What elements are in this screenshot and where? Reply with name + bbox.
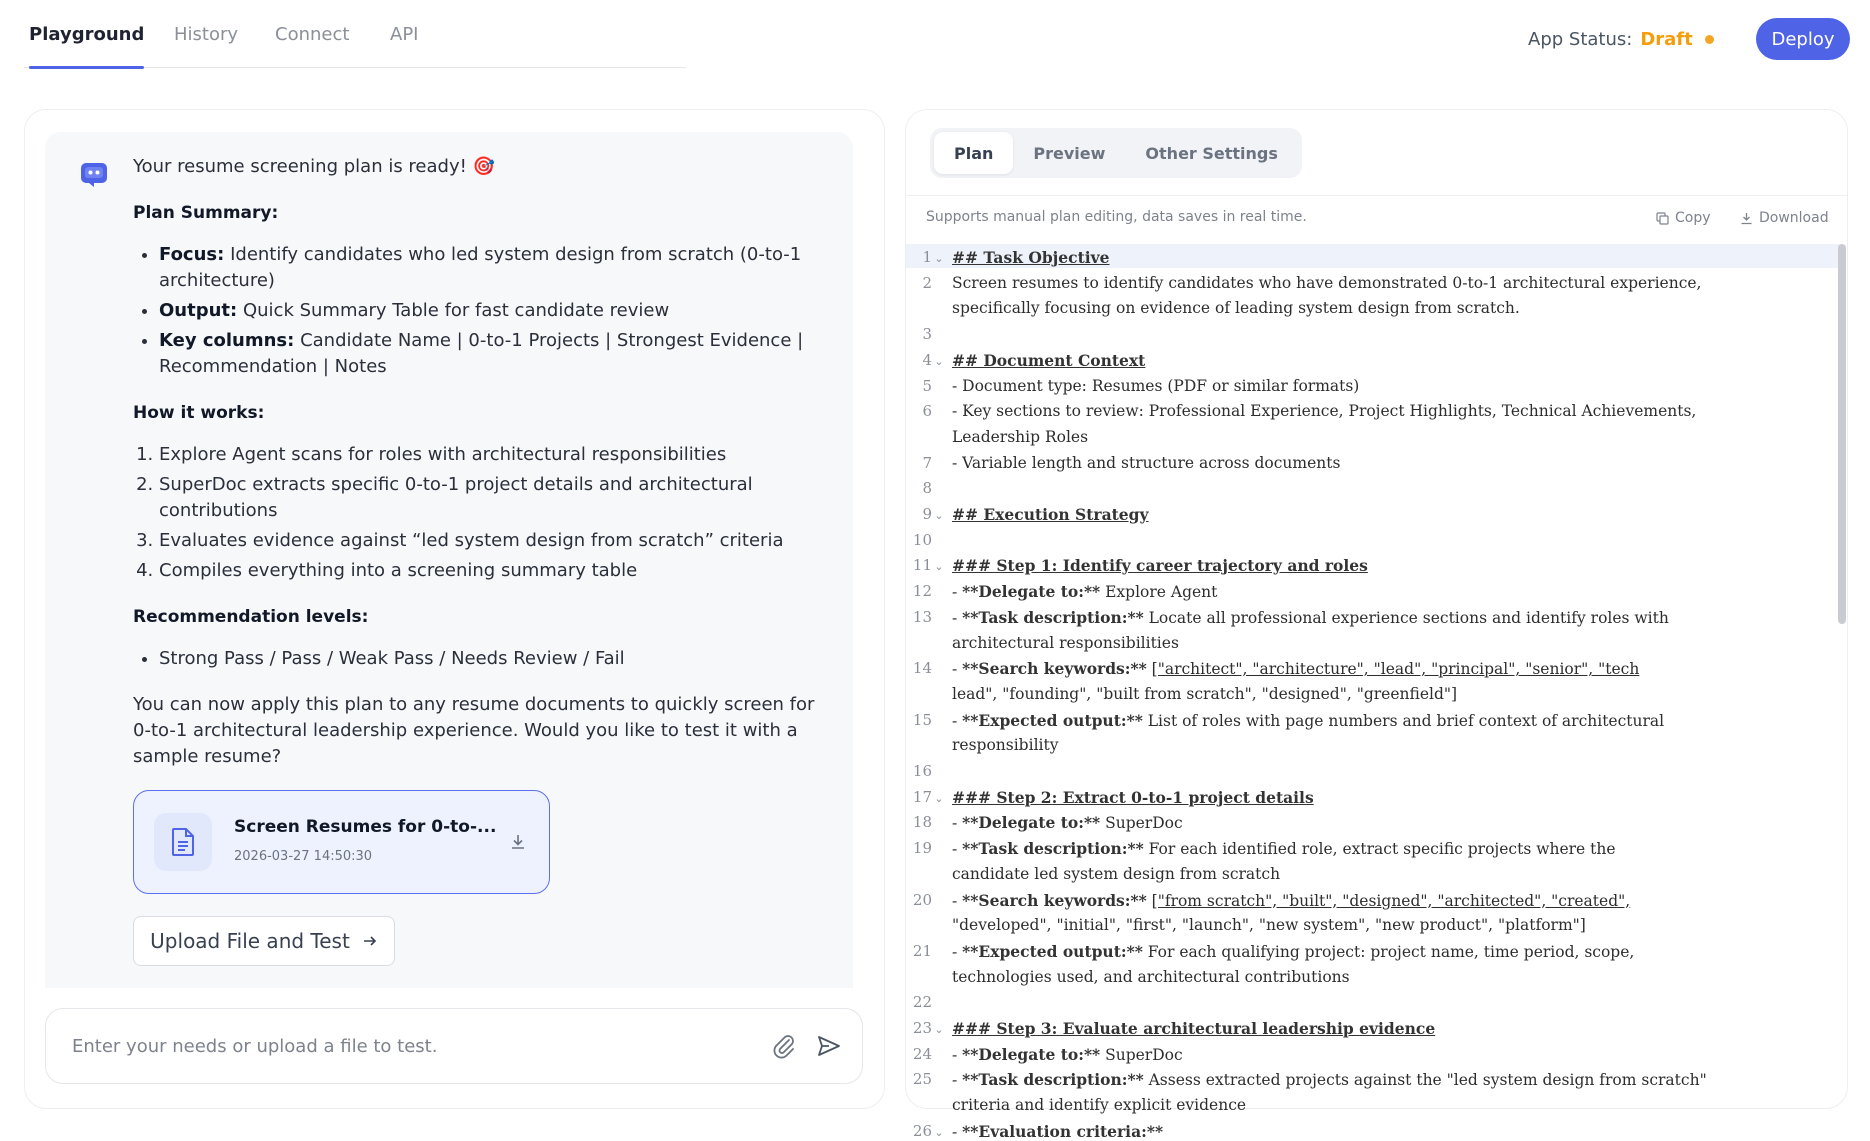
- plan-summary-list: [159, 242, 828, 380]
- divider: [906, 195, 1847, 196]
- code-line: [906, 531, 946, 549]
- recommendation-levels-heading: Recommendation levels:: [133, 607, 369, 627]
- editor-scrollbar[interactable]: [1838, 244, 1846, 624]
- fold-chevron-icon[interactable]: ⌄: [934, 252, 944, 265]
- recommendation-levels-list: [159, 646, 828, 672]
- tab-playground[interactable]: Playground: [29, 0, 144, 68]
- code-text: - **Search keywords:** ["architect", "architecture", "lead", "principal", "senior", "tech: [952, 659, 1640, 679]
- top-tabs: [24, 0, 686, 68]
- code-text: ### Step 1: Identify career trajectory and roles: [952, 556, 1368, 576]
- code-text: Screen resumes to identify candidates who have demonstrated 0-to-1 architectural experience,: [952, 273, 1702, 292]
- line-number: 24: [912, 1044, 932, 1063]
- line-number: 2: [922, 273, 932, 292]
- line-number: 10: [912, 530, 932, 549]
- code-text: - Document type: Resumes (PDF or similar formats): [952, 376, 1360, 395]
- list-item: • Focus: Identify candidates who led system design from scratch (0-to-1 architecture): [159, 242, 828, 294]
- line-number: 1: [922, 248, 932, 266]
- fold-spacer: [932, 454, 946, 472]
- line-number: 12: [912, 582, 932, 601]
- code-text: specifically focusing on evidence of leading system design from scratch.: [952, 299, 1520, 318]
- code-line: [906, 1070, 1707, 1090]
- line-number: 16: [912, 762, 932, 780]
- code-text: - Key sections to review: Professional Experience, Project Highlights, Technical Achievements,: [952, 402, 1697, 421]
- fold-spacer: [932, 402, 946, 420]
- tab-history[interactable]: History: [174, 23, 239, 45]
- fold-spacer: [932, 274, 946, 292]
- line-number: 22: [912, 993, 932, 1012]
- code-text: lead", "founding", "built from scratch", "designed", "greenfield"]: [952, 684, 1458, 703]
- code-line: [906, 582, 1218, 602]
- download-button[interactable]: [1740, 210, 1829, 226]
- fold-spacer: [932, 531, 946, 549]
- tab-api[interactable]: API: [390, 23, 419, 45]
- code-text: ## Task Objective: [952, 248, 1110, 267]
- line-number: 18: [912, 813, 932, 832]
- arrow-right-icon: [362, 933, 378, 949]
- fold-chevron-icon[interactable]: ⌄: [934, 354, 944, 368]
- document-icon: [154, 813, 212, 871]
- tab-preview[interactable]: Preview: [1033, 143, 1106, 163]
- copy-icon: [1656, 212, 1669, 225]
- fold-chevron-icon[interactable]: ⌄: [934, 509, 944, 522]
- tab-plan[interactable]: Plan: [934, 132, 1013, 174]
- code-line: [906, 839, 1616, 859]
- list-item: • Output: Quick Summary Table for fast candidate review: [159, 298, 828, 324]
- code-line: [906, 1019, 1436, 1038]
- code-line: [906, 505, 1149, 524]
- line-number: 8: [922, 479, 932, 498]
- fold-spacer: [932, 711, 946, 729]
- code-line: [906, 453, 1341, 472]
- fold-spacer: [932, 839, 946, 857]
- paperclip-icon[interactable]: [771, 1033, 797, 1059]
- upload-button-label: Upload File and Test: [150, 929, 350, 953]
- fold-spacer: [932, 1070, 946, 1088]
- list-item: 1. Explore Agent scans for roles with architectural responsibilities: [159, 442, 828, 468]
- plan-editor[interactable]: [906, 244, 1841, 1141]
- upload-file-and-test-button[interactable]: [133, 916, 395, 966]
- code-text: - **Delegate to:** SuperDoc: [952, 1044, 1183, 1064]
- code-line: [906, 762, 946, 780]
- line-number: 25: [912, 1070, 932, 1089]
- code-line: [906, 813, 1183, 833]
- file-date: 2026-03-27 14:50:30: [234, 849, 373, 864]
- code-text: "developed", "initial", "first", "launch", "new system", "new product", "platform"]: [952, 916, 1586, 935]
- line-number: 6: [922, 402, 932, 421]
- fold-chevron-icon[interactable]: ⌄: [934, 1125, 944, 1139]
- line-number: 26: [912, 1121, 932, 1140]
- code-line: [906, 1121, 1164, 1141]
- copy-button[interactable]: [1656, 210, 1711, 226]
- code-text: - **Evaluation criteria:**: [952, 1121, 1164, 1141]
- assistant-message: [133, 154, 828, 966]
- plan-summary-heading: Plan Summary:: [133, 203, 279, 223]
- tab-other-settings[interactable]: Other Settings: [1145, 143, 1278, 163]
- code-line: [906, 607, 1669, 627]
- code-line: [906, 710, 1665, 730]
- line-number: 3: [922, 325, 932, 344]
- fold-chevron-icon[interactable]: ⌄: [934, 1023, 944, 1036]
- chat-panel: [24, 109, 885, 1109]
- send-icon[interactable]: [816, 1033, 842, 1059]
- code-text: responsibility: [952, 736, 1059, 755]
- code-text: architectural responsibilities: [952, 633, 1179, 652]
- line-number: 5: [922, 376, 932, 395]
- code-line: [906, 402, 1697, 421]
- code-line: [906, 376, 1360, 395]
- line-number: 13: [912, 607, 932, 626]
- line-number: 7: [922, 453, 932, 472]
- fold-spacer: [932, 659, 946, 677]
- file-title: Screen Resumes for 0-to-...: [234, 817, 497, 837]
- line-number: 9: [922, 505, 932, 523]
- code-line: [906, 890, 1631, 910]
- code-text: - **Expected output:** List of roles with page numbers and brief context of architectural: [952, 710, 1665, 730]
- fold-spacer: [932, 993, 946, 1011]
- chat-messages[interactable]: [45, 132, 853, 988]
- tab-connect[interactable]: Connect: [275, 23, 350, 45]
- app-status: [1528, 28, 1714, 50]
- code-text: - **Task description:** Locate all professional experience sections and identify roles with: [952, 607, 1669, 627]
- code-text: - **Delegate to:** Explore Agent: [952, 582, 1218, 602]
- chat-input[interactable]: [72, 1036, 752, 1057]
- plan-view-tabs: [930, 128, 1302, 178]
- line-number: 19: [912, 839, 932, 858]
- line-number: 23: [912, 1019, 932, 1037]
- message-outro: You can now apply this plan to any resume documents to quickly screen for 0-to-1 architectural leadership experience. Would you like to test it with a sample resume?: [133, 694, 815, 767]
- code-line: [906, 941, 1635, 961]
- line-number: 11: [912, 556, 932, 575]
- download-label: Download: [1759, 210, 1829, 226]
- list-item: 3. Evaluates evidence against “led system design from scratch” criteria: [159, 528, 828, 554]
- bot-avatar-icon: [79, 160, 109, 188]
- code-text: - **Task description:** Assess extracted projects against the "led system design from scratch": [952, 1070, 1707, 1090]
- list-item: • Strong Pass / Pass / Weak Pass / Needs Review / Fail: [159, 646, 828, 672]
- code-line: [906, 787, 1314, 807]
- how-it-works-list: [159, 442, 828, 584]
- download-icon[interactable]: [509, 833, 527, 851]
- fold-spacer: [932, 762, 946, 780]
- fold-spacer: [932, 479, 946, 497]
- code-line: [906, 248, 1110, 267]
- list-item: • Key columns: Candidate Name | 0-to-1 Projects | Strongest Evidence | Recommendation | Notes: [159, 328, 828, 380]
- plan-panel: [905, 109, 1848, 1141]
- code-line: [906, 273, 1702, 292]
- plan-file-card[interactable]: [133, 790, 550, 894]
- fold-spacer: [932, 942, 946, 960]
- file-info: [234, 814, 497, 870]
- code-text: - **Search keywords:** ["from scratch", "built", "designed", "architected", "created",: [952, 890, 1631, 910]
- fold-spacer: [932, 377, 946, 395]
- chat-input-box: [45, 1008, 863, 1084]
- code-text: candidate led system design from scratch: [952, 864, 1281, 883]
- fold-spacer: [932, 325, 946, 343]
- code-text: - **Expected output:** For each qualifying project: project name, time period, scope,: [952, 941, 1635, 961]
- deploy-button[interactable]: Deploy: [1756, 18, 1850, 60]
- fold-spacer: [932, 813, 946, 831]
- line-number: 15: [912, 710, 932, 729]
- list-item: 4. Compiles everything into a screening summary table: [159, 558, 828, 584]
- fold-spacer: [932, 608, 946, 626]
- code-text: ### Step 3: Evaluate architectural leadership evidence: [952, 1019, 1436, 1038]
- code-line: [906, 556, 1368, 576]
- line-number: 17: [912, 787, 932, 806]
- code-line: [906, 479, 946, 497]
- editing-hint: Supports manual plan editing, data saves in real time.: [926, 209, 1307, 225]
- code-text: - Variable length and structure across documents: [952, 453, 1341, 472]
- code-text: ### Step 2: Extract 0-to-1 project details: [952, 787, 1314, 807]
- list-item: 2. SuperDoc extracts specific 0-to-1 project details and architectural contributions: [159, 472, 828, 524]
- line-number: 21: [912, 941, 932, 960]
- how-it-works-heading: How it works:: [133, 403, 265, 423]
- line-number: 14: [912, 659, 932, 678]
- copy-label: Copy: [1675, 210, 1711, 226]
- code-text: - **Delegate to:** SuperDoc: [952, 813, 1183, 833]
- fold-spacer: [932, 1045, 946, 1063]
- line-number: 4: [922, 350, 932, 369]
- code-text: technologies used, and architectural contributions: [952, 967, 1350, 986]
- code-text: - **Task description:** For each identified role, extract specific projects where the: [952, 839, 1616, 859]
- code-text: criteria and identify explicit evidence: [952, 1096, 1247, 1115]
- code-line: [906, 1044, 1183, 1064]
- code-line: [906, 993, 946, 1011]
- status-dot-icon: [1705, 35, 1714, 44]
- fold-chevron-icon[interactable]: ⌄: [934, 791, 944, 805]
- line-number: 20: [912, 890, 932, 909]
- app-status-label: App Status:: [1528, 28, 1633, 50]
- code-text: ## Document Context: [952, 350, 1146, 370]
- message-intro: Your resume screening plan is ready! 🎯: [133, 156, 495, 177]
- code-text: Leadership Roles: [952, 427, 1089, 446]
- code-text: ## Execution Strategy: [952, 505, 1149, 524]
- fold-spacer: [932, 891, 946, 909]
- app-status-value: Draft: [1640, 28, 1693, 50]
- code-line: [906, 659, 1640, 679]
- code-line: [906, 350, 1146, 370]
- fold-spacer: [932, 582, 946, 600]
- fold-chevron-icon[interactable]: ⌄: [934, 560, 944, 574]
- code-line: [906, 325, 946, 343]
- download-icon: [1740, 212, 1753, 225]
